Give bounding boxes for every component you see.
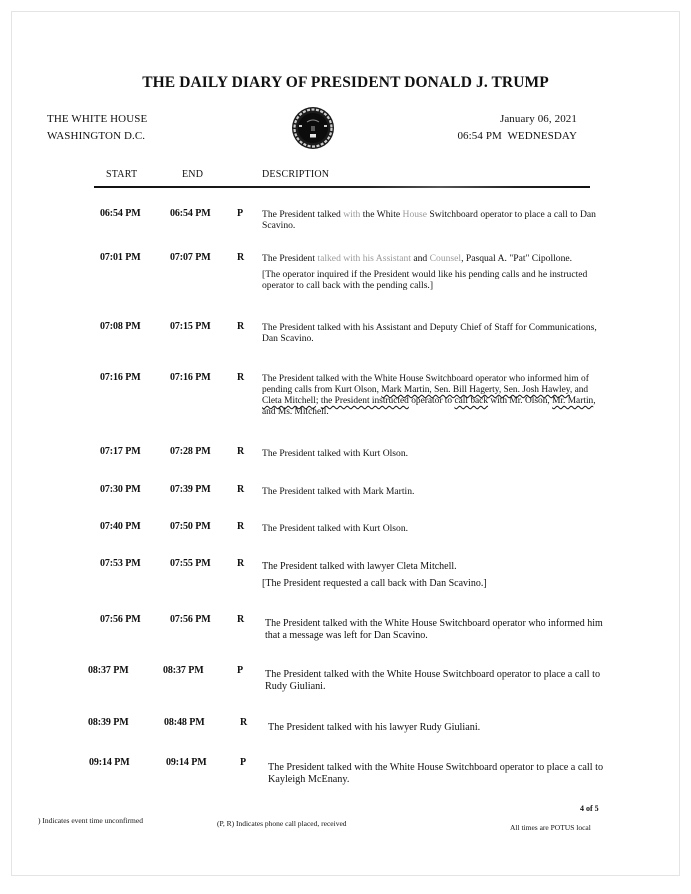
entry-start-time: 07:40 PM bbox=[100, 521, 141, 532]
entry-start-time: 09:14 PM bbox=[89, 757, 130, 768]
entry-call-type: R bbox=[237, 558, 245, 569]
entry-start-time: 07:01 PM bbox=[100, 252, 141, 263]
entry-description bbox=[262, 486, 602, 497]
call-type-legend: (P, R) Indicates phone call placed, received bbox=[217, 819, 347, 828]
desc-segment: operator to bbox=[408, 396, 455, 406]
entry-end-time: 06:54 PM bbox=[170, 208, 211, 219]
entry-end-time: 07:07 PM bbox=[170, 252, 211, 263]
column-header-end: END bbox=[182, 169, 204, 180]
entry-end-time: 07:39 PM bbox=[170, 484, 211, 495]
entry-end-time: 07:28 PM bbox=[170, 446, 211, 457]
presidential-seal-icon bbox=[291, 106, 335, 150]
entry-call-type: R bbox=[237, 446, 245, 457]
entry-description-text: The President talked with Kurt Olson. bbox=[262, 448, 409, 459]
entry-description bbox=[265, 669, 615, 693]
entry-description bbox=[262, 448, 602, 459]
document-title: THE DAILY DIARY OF PRESIDENT DONALD J. TRUMP bbox=[142, 74, 549, 91]
entry-description bbox=[268, 762, 623, 786]
desc-segment-faded: with bbox=[343, 209, 361, 220]
desc-segment: The President talked with the White House Switchboard operator who informed him of pending calls from Kurt Olson, bbox=[262, 374, 589, 395]
entry-start-time: 06:54 PM bbox=[100, 208, 141, 219]
desc-segment-faded: Counsel bbox=[429, 253, 462, 264]
header-rule bbox=[94, 186, 590, 188]
desc-segment-faded: House bbox=[402, 209, 428, 220]
entry-call-type: R bbox=[237, 614, 245, 625]
diary-date: January 06, 2021 bbox=[499, 113, 577, 125]
entry-description-text: The President talked with his lawyer Rudy Giuliani. bbox=[268, 722, 481, 733]
entry-description-text: The President talked with the White House Switchboard operator to place a call to Kayleigh McEnany. bbox=[268, 762, 604, 785]
entry-description bbox=[262, 209, 602, 231]
entry-call-type: R bbox=[237, 484, 245, 495]
entry-start-time: 08:37 PM bbox=[88, 665, 129, 676]
entry-end-time: 07:56 PM bbox=[170, 614, 211, 625]
entry-start-time: 07:16 PM bbox=[100, 372, 141, 383]
page-number: 4 of 5 bbox=[580, 804, 599, 813]
entry-end-time: 07:50 PM bbox=[170, 521, 211, 532]
location-line-1: THE WHITE HOUSE bbox=[47, 113, 148, 125]
entry-start-time: 07:17 PM bbox=[100, 446, 141, 457]
entry-start-time: 07:08 PM bbox=[100, 321, 141, 332]
timezone-note: All times are POTUS local bbox=[510, 823, 591, 832]
desc-segment: the White bbox=[360, 209, 403, 220]
entry-description bbox=[262, 374, 602, 418]
entry-call-type: R bbox=[237, 372, 245, 383]
entry-note: [The operator inquired if the President would like his pending calls and he instructed operator to call back with the pending calls.] bbox=[262, 269, 588, 291]
entry-call-type: P bbox=[237, 208, 244, 219]
column-header-start: START bbox=[106, 169, 138, 180]
unconfirmed-legend: ) Indicates event time unconfirmed bbox=[38, 816, 143, 825]
entry-description bbox=[262, 322, 602, 344]
entry-description-text: The President talked with Mark Martin. bbox=[262, 486, 415, 497]
desc-segment: Switchboard operator to place a call to Dan Scavino. bbox=[262, 209, 596, 231]
entry-description-text: The President talked with Kurt Olson. bbox=[262, 523, 409, 534]
desc-segment: ; bbox=[315, 396, 321, 406]
entry-end-time: 07:16 PM bbox=[170, 372, 211, 383]
underlined-segment: call back bbox=[454, 396, 489, 406]
entry-start-time: 07:53 PM bbox=[100, 558, 141, 569]
entry-end-time: 07:55 PM bbox=[170, 558, 211, 569]
desc-segment: , Pasqual A. "Pat" Cipollone. bbox=[461, 253, 573, 264]
entry-call-type: R bbox=[237, 252, 245, 263]
column-header-description: DESCRIPTION bbox=[262, 169, 330, 180]
desc-segment-faded: talked with his Assistant bbox=[317, 253, 411, 264]
entry-call-type: P bbox=[237, 665, 244, 676]
entry-description bbox=[268, 722, 618, 734]
entry-end-time: 09:14 PM bbox=[166, 757, 207, 768]
desc-segment: The President talked bbox=[262, 209, 344, 220]
desc-segment: and bbox=[410, 253, 430, 264]
entry-description-text: The President talked with the White House Switchboard operator who informed him that a message was left for Dan Scavino. bbox=[265, 618, 603, 641]
entry-description bbox=[262, 523, 602, 534]
desc-segment: The President bbox=[262, 253, 318, 264]
entry-description bbox=[262, 561, 602, 590]
entry-note: [The President requested a call back with Dan Scavino.] bbox=[262, 578, 487, 589]
entry-end-time: 08:48 PM bbox=[164, 717, 205, 728]
underlined-segment: the President instructed bbox=[320, 396, 409, 406]
entry-description-text: The President talked with his Assistant and Deputy Chief of Staff for Communications, Dan Scavino. bbox=[262, 322, 597, 344]
underlined-segment: Mark Martin, Sen. Bill Hagerty, Sen. Josh Hawley bbox=[381, 385, 570, 395]
underlined-segment: Cleta Mitchell bbox=[262, 396, 316, 406]
desc-segment: with Mr. Olson, bbox=[488, 396, 553, 406]
entry-description-text: The President talked with lawyer Cleta Mitchell. bbox=[262, 561, 457, 572]
entry-start-time: 07:56 PM bbox=[100, 614, 141, 625]
diary-time-day: 06:54 PM WEDNESDAY bbox=[457, 130, 577, 142]
entry-call-type: R bbox=[237, 521, 245, 532]
entry-description-text bbox=[262, 374, 602, 418]
entry-call-type: P bbox=[240, 757, 247, 768]
entry-end-time: 08:37 PM bbox=[163, 665, 204, 676]
entry-start-time: 08:39 PM bbox=[88, 717, 129, 728]
entry-end-time: 07:15 PM bbox=[170, 321, 211, 332]
desc-segment: , and bbox=[569, 385, 589, 395]
location-line-2: WASHINGTON D.C. bbox=[47, 130, 146, 142]
entry-description bbox=[265, 618, 605, 642]
entry-description-text: The President talked with the White House Switchboard operator to place a call to Rudy Giuliani. bbox=[265, 669, 601, 692]
entry-call-type: R bbox=[240, 717, 248, 728]
desc-segment: , and Ms. Mitchell. bbox=[262, 396, 596, 417]
entry-start-time: 07:30 PM bbox=[100, 484, 141, 495]
underlined-segment: Mr. Martin bbox=[552, 396, 594, 406]
entry-call-type: R bbox=[237, 321, 245, 332]
entry-description bbox=[262, 253, 602, 291]
